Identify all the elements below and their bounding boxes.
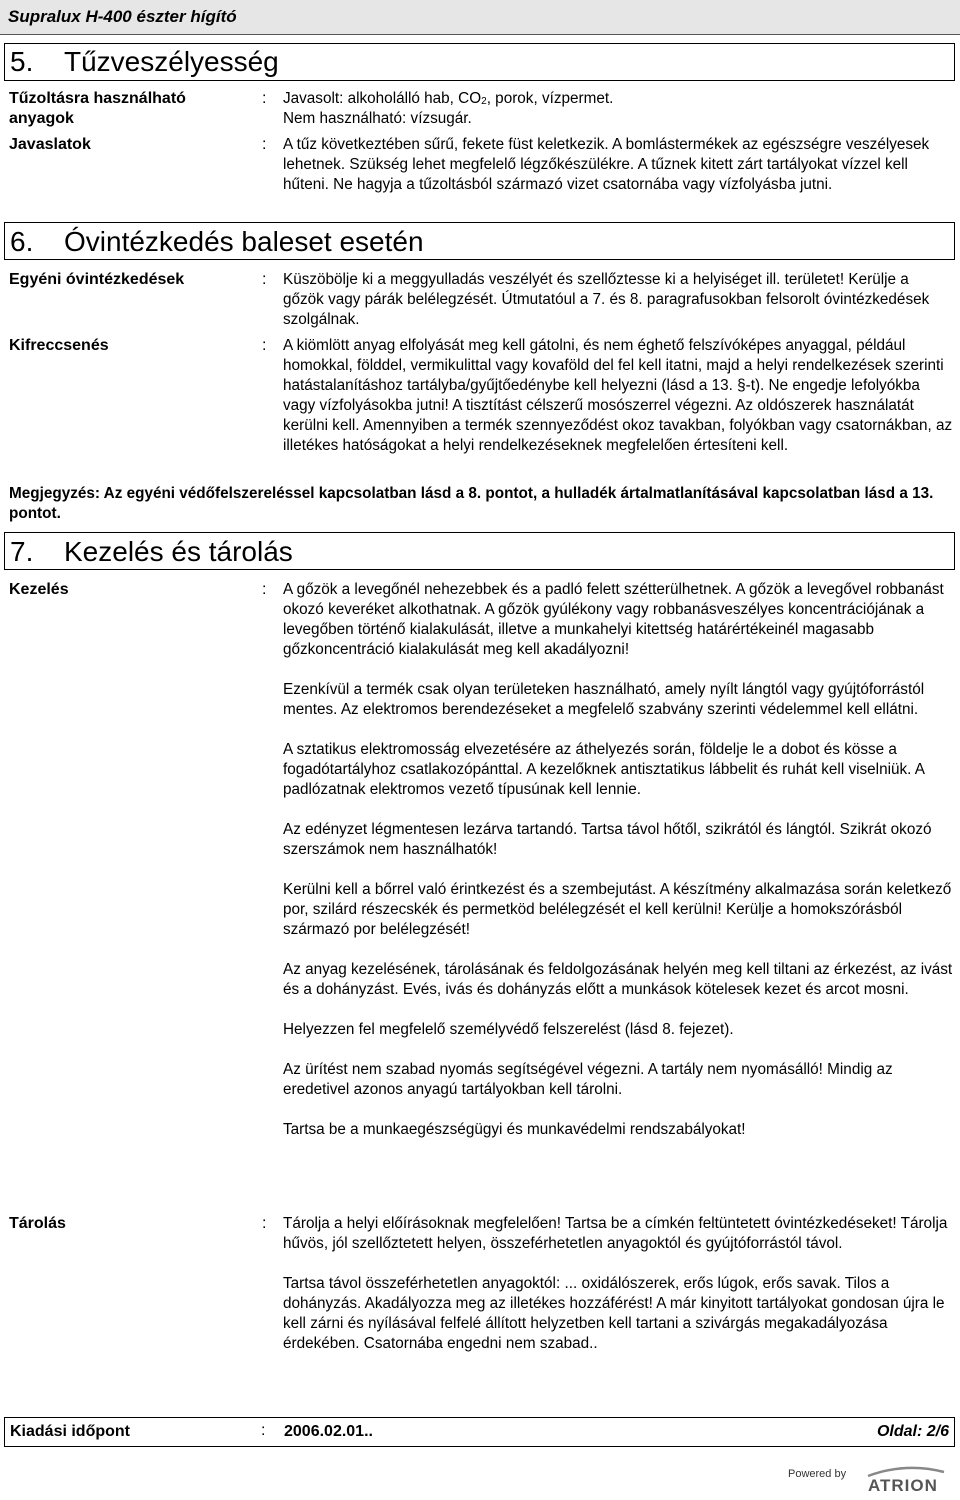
product-title: Supralux H-400 észter hígító bbox=[8, 7, 237, 26]
colon: : bbox=[262, 136, 267, 153]
colon: : bbox=[262, 90, 267, 107]
section-number: 7. bbox=[10, 536, 34, 567]
row-text: A tűz következtében sűrű, fekete füst keletkezik. A bomlástermékek az egészségre veszélyesek lehetnek. Szükség lehet megfelelő légzőkészülékre. A tűznek kitett zárt tartályokat vízzel kell hűteni. Ne hagyja a tűzoltásból származó vizet csatornába vagy vízfolyásba jutni. bbox=[283, 136, 930, 193]
atrion-logo: ATRION bbox=[868, 1476, 938, 1495]
paragraph: Az ürítést nem szabad nyomás segítségével végezni. A tartály nem nyomásálló! Mindig az eredetivel azonos anyagú tartályokban kell tárolni. bbox=[283, 1061, 893, 1098]
page-number: Oldal: 2/6 bbox=[876, 1423, 949, 1440]
section-title: Tűzveszélyesség bbox=[64, 46, 279, 77]
row-label: Egyéni óvintézkedések bbox=[9, 271, 185, 288]
section-number: 6. bbox=[10, 226, 34, 257]
row-label: Kifreccsenés bbox=[9, 337, 109, 354]
powered-by-branding bbox=[788, 1466, 948, 1496]
row-label: Tűzoltásra használható anyagok bbox=[9, 90, 186, 127]
colon: : bbox=[262, 337, 267, 354]
section-5-heading bbox=[4, 43, 955, 81]
row-label: Tárolás bbox=[9, 1215, 66, 1232]
section-title: Óvintézkedés baleset esetén bbox=[64, 226, 424, 257]
document-header bbox=[0, 0, 960, 35]
colon: : bbox=[261, 1422, 266, 1439]
paragraph: A sztatikus elektromosság elvezetésére az áthelyezés során, földelje le a dobot és kösse a fogadótartályhoz csatlakozópánttal. A kezelőknek antisztatikus lábbelit és ruhát kell viselniük. A padlózatnak elektromos vezető típusúnak kell lennie. bbox=[283, 741, 925, 798]
paragraph: Ezenkívül a termék csak olyan területeken használható, amely nyílt lángtól vagy gyújtóforrástól mentes. Az elektromos berendezéseket a megfelelő szabvány szerinti védelemmel kell ellátni. bbox=[283, 681, 925, 718]
row-text: A kiömlött anyag elfolyását meg kell gátolni, és nem éghető felszívóképes anyaggal, például homokkal, földdel, vermikulittal vagy kovaföld del fel kell itatni, majd a helyi rendelkezések szerinti hatástalanításhoz tartályba/gyűjtőedénybe kell helyezni (lásd a 13. §-t). Ne engedje lefolyókba vagy vízfolyásokba jutni! A tisztítást célszerű mosószerrel végezni. Az oldószerek használatát kerülni kell. Amennyiben a termék szennyeződést okoz tavakban, folyókban vagy csatornákban, az illetékes hatóságokat a helyi rendelkezéseknek megfelelően értesíteni kell. bbox=[283, 337, 953, 454]
paragraph: Az edényzet légmentesen lezárva tartandó. Tartsa távol hőtől, szikrától és lángtól. Szikrát okozó szerszámok nem használhatók! bbox=[283, 821, 932, 858]
colon: : bbox=[262, 271, 267, 288]
paragraph: Tárolja a helyi előírásoknak megfelelően! Tartsa be a címkén feltüntetett óvintézkedéseket! Tárolja hűvös, jól szellőztetett helyen, összeférhetetlen anyagoktól és gyújtóforrástól távol. bbox=[283, 1215, 948, 1252]
section-6-note: Megjegyzés: Az egyéni védőfelszereléssel kapcsolatban lásd a 8. pontot, a hulladék ártalmatlanításával kapcsolatban lásd a 13. pontot. bbox=[9, 485, 934, 522]
paragraph: Kerülni kell a bőrrel való érintkezést és a szembejutást. A készítmény alkalmazása során keletkező por, szilárd részecskék és permetköd belélegzését el kell kerülni! Kerülje a homokszórásból származó por belélegzését! bbox=[283, 881, 952, 938]
paragraph: Az anyag kezelésének, tárolásának és feldolgozásának helyén meg kell tiltani az érkezést, az ivást és a dohányzást. Evés, ivás és dohányzás előtt a munkások kötelesek kezet és arcot mosni. bbox=[283, 961, 953, 998]
row-text: Javasolt: alkoholálló hab, $CO_2$, porok, vízpermet. Nem használható: vízsugár. bbox=[283, 90, 614, 127]
row-label: Kezelés bbox=[9, 581, 69, 598]
row-label: Javaslatok bbox=[9, 136, 91, 153]
issue-date: 2006.02.01.. bbox=[284, 1423, 373, 1440]
issue-date-label: Kiadási időpont bbox=[10, 1423, 130, 1440]
powered-by-text: Powered by bbox=[788, 1468, 847, 1480]
colon: : bbox=[262, 1215, 267, 1232]
section-title: Kezelés és tárolás bbox=[64, 536, 293, 567]
section-7-heading bbox=[4, 532, 955, 570]
paragraph: A gőzök a levegőnél nehezebbek és a padló felett szétterülhetnek. A gőzök a levegővel robbanást okozó keveréket alkothatnak. A gőzök gyúlékony vagy robbanásveszélyes koncentrációjának a levegőben történő kialakulását, illetve a munkahelyi kitettség határértékeinél magasabb gőzkoncentráció kialakulását meg kell akadályozni! bbox=[283, 581, 944, 658]
row-text: Küszöbölje ki a meggyulladás veszélyét és szellőztesse ki a helyiséget ill. területet! Kerülje a gőzök vagy párák belélegzését. Útmutatóul a 7. és 8. paragrafusokban felsorolt óvintézkedések szolgálnak. bbox=[283, 271, 930, 328]
section-6-heading bbox=[4, 222, 955, 260]
paragraph: Helyezzen fel megfelelő személyvédő felszerelést (lásd 8. fejezet). bbox=[283, 1021, 734, 1038]
paragraph: Tartsa be a munkaegészségügyi és munkavédelmi rendszabályokat! bbox=[283, 1121, 746, 1138]
colon: : bbox=[262, 581, 267, 598]
footer-bar bbox=[4, 1417, 955, 1447]
section-number: 5. bbox=[10, 46, 34, 77]
paragraph: Tartsa távol összeférhetetlen anyagoktól: ... oxidálószerek, erős lúgok, erős savak. Tilos a dohányzás. Akadályozza meg az illetékes hozzáférést! A már kinyitott tartályokat gondosan újra le kell zárni és nyílásával felfelé állított helyzetben kell tartani a szivárgás megakadályozása érdekében. Csatornába engedni nem szabad.. bbox=[283, 1275, 945, 1352]
handling-text bbox=[283, 580, 953, 1140]
storage-text bbox=[283, 1214, 953, 1354]
